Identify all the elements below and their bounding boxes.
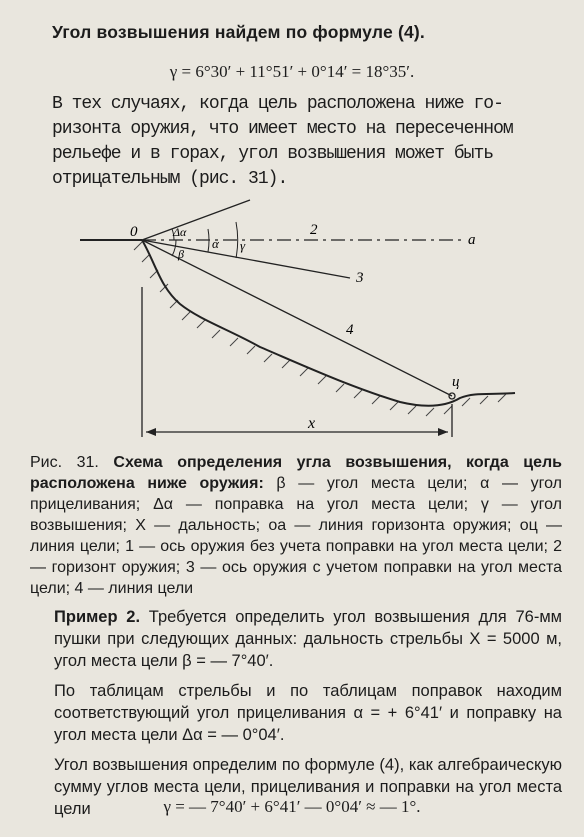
range-arrow-right-head — [438, 428, 448, 436]
formula-gamma-1: γ = 6°30′ + 11°51′ + 0°14′ = 18°35′. — [169, 62, 415, 81]
line-1-weapon-axis — [142, 200, 250, 240]
label-target: ц — [452, 374, 460, 390]
label-line-3: 3 — [356, 270, 364, 286]
label-range-x: x — [308, 415, 316, 432]
label-gamma: γ — [240, 238, 246, 253]
figure-caption — [0, 452, 584, 599]
label-beta: β — [178, 247, 184, 261]
label-line-4: 4 — [346, 322, 354, 338]
caption-body: β — угол места цели; α — угол прицеливания; Δα — поправка на угол места цели; γ — угол возвышения; X — дальность; оа — линия горизонта оружия; оц — линия цели; 1 — ось оружия без учета поправки на угол места цели; 2 — горизонт оружия; 3 — ось оружия с учетом поправки на угол места цели; 4 — линия цели — [30, 475, 562, 597]
intro-line: рельефе и в горах, угол возвышения может быть — [52, 144, 494, 164]
example-paragraph-2: По таблицам стрельбы и по таблицам поправок находим соответствующий угол прицеливания α = + 6°41′ и поправку на угол места цели Δα = — 0°04′. — [54, 682, 562, 744]
caption-figure-ref: Рис. 31. — [30, 454, 99, 471]
example-text: Требуется определить угол возвышения для 76-мм пушки при следующих данных: дальность стрельбы X = 5000 м, угол места цели β = — 7°40′. — [54, 608, 563, 670]
caption-title: Схема определения угла возвышения, когда цель расположена ниже оружия: — [30, 454, 562, 492]
example-paragraph-3: Угол возвышения определим по формуле (4), как алгебраическую сумму углов места цели, прицеливания и поправки на угол места цели — [54, 756, 562, 818]
intro-line: ризонта оружия, что имеет место на пересеченном — [52, 119, 513, 139]
range-arrow-left-head — [146, 428, 156, 436]
label-line-2: 2 — [310, 222, 318, 238]
intro-paragraph — [0, 92, 584, 192]
line-4-target-line — [142, 240, 452, 396]
example-paragraph-1 — [30, 606, 562, 672]
label-alpha: α — [212, 236, 219, 251]
figure-31-diagram — [60, 192, 530, 447]
label-d-alpha: Δα — [173, 225, 187, 239]
heading-line: Угол возвышения найдем по формуле (4). — [52, 22, 425, 42]
example-block — [0, 606, 584, 828]
example-label: Пример 2. — [54, 608, 141, 626]
intro-line: В тех случаях, когда цель расположена ниже го- — [52, 94, 503, 114]
label-line-a: a — [468, 232, 476, 248]
label-origin: 0 — [130, 224, 138, 240]
arc-beta — [172, 240, 176, 256]
formula-gamma-2: γ = — 7°40′ + 6°41′ — 0°04′ ≈ — 1°. — [163, 797, 421, 816]
line-3-axis-corrected — [142, 240, 350, 278]
intro-line: отрицательным (рис. 31). — [52, 169, 288, 189]
